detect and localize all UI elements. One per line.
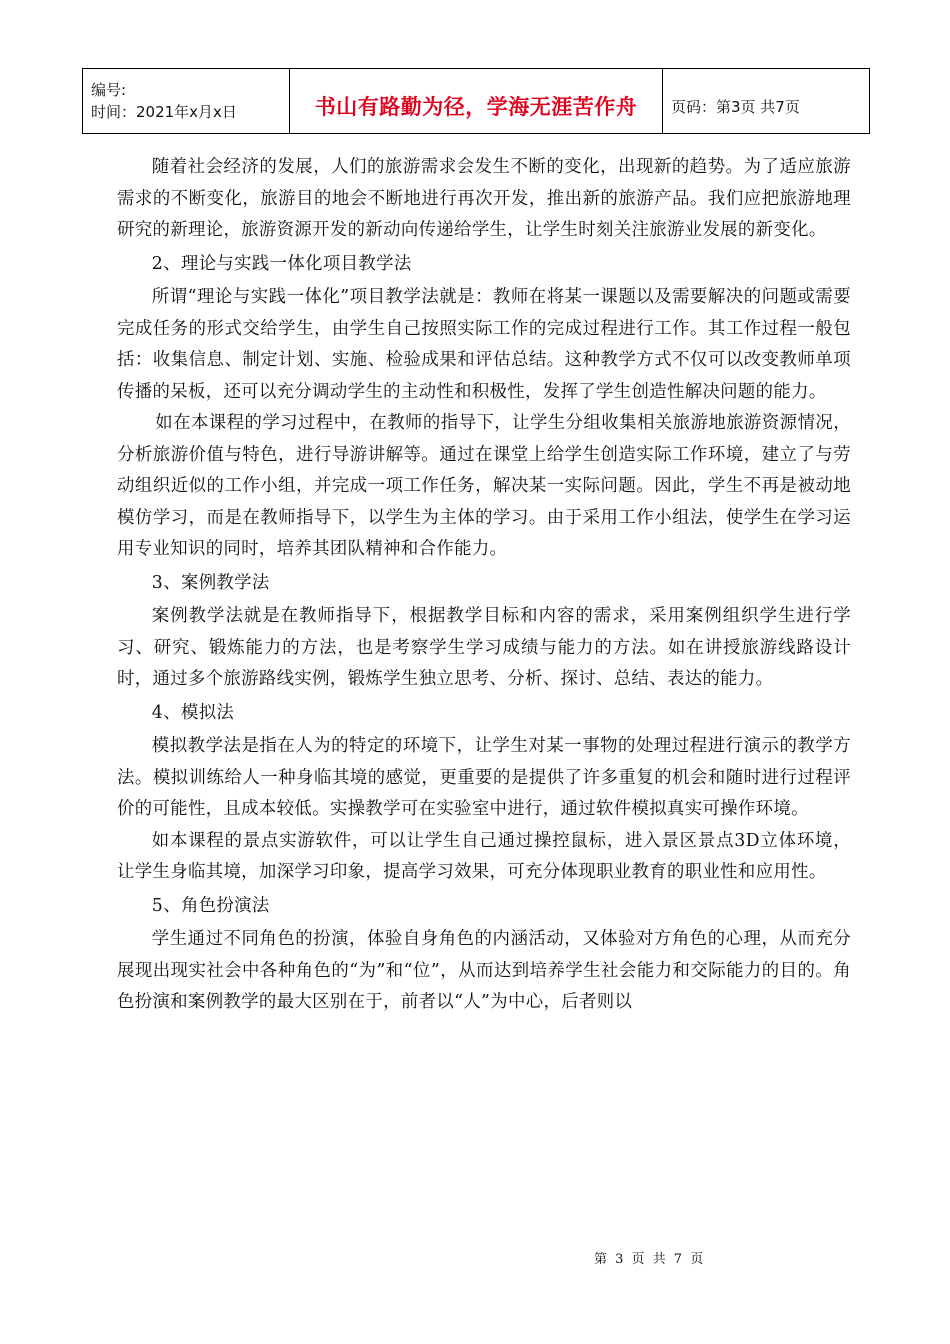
paragraph-case-teaching: 案例教学法就是在教师指导下，根据教学目标和内容的需求，采用案例组织学生进行学习、研究、锻炼能力的方法，也是考察学生学习成绩与能力的方法。如在讲授旅游线路设计时，通过多个旅游路线实例，锻炼学生独立思考、分析、探讨、总结、表达的能力。	[117, 606, 851, 689]
paragraph-simulation-example: 如本课程的景点实游软件，可以让学生自己通过操控鼠标，进入景区景点3D立体环境，让学生身临其境，加深学习印象，提高学习效果，可充分体现职业教育的职业性和应用性。	[117, 830, 851, 882]
header-page-code: 页码：第3页 共7页	[663, 69, 870, 134]
paragraph-tourism-trends: 随着社会经济的发展，人们的旅游需求会发生不断的变化，出现新的趋势。为了适应旅游需求的不断变化，旅游目的地会不断地进行再次开发，推出新的旅游产品。我们应把旅游地理研究的新理论，旅游资源开发的新动向传递给学生，让学生时刻关注旅游业发展的新变化。	[117, 157, 851, 240]
paragraph-project-teaching-example: 如在本课程的学习过程中，在教师的指导下，让学生分组收集相关旅游地旅游资源情况，分析旅游价值与特色，进行导游讲解等。通过在课堂上给学生创造实际工作环境，建立了与劳动组织近似的工作小组，并完成一项工作任务，解决某一实际问题。因此，学生不再是被动地模仿学习，而是在教师指导下，以学生为主体的学习。由于采用工作小组法，使学生在学习运用专业知识的同时，培养其团队精神和合作能力。	[117, 413, 851, 559]
paragraph-project-teaching-definition: 所谓“理论与实践一体化”项目教学法就是：教师在将某一课题以及需要解决的问题或需要完成任务的形式交给学生，由学生自己按照实际工作的完成过程进行工作。其工作过程一般包括：收集信息、制定计划、实施、检验成果和评估总结。这种教学方式不仅可以改变教师单项传播的呆板，还可以充分调动学生的主动性和积极性，发挥了学生创造性解决问题的能力。	[117, 287, 851, 402]
document-body	[117, 152, 851, 1019]
document-date: 时间：2021年x月x日	[91, 103, 237, 121]
document-number-label: 编号:	[91, 81, 127, 99]
section-heading-simulation: 4、模拟法	[151, 702, 235, 723]
section-heading-role-play: 5、角色扮演法	[151, 895, 270, 916]
paragraph-simulation-definition: 模拟教学法是指在人为的特定的环境下，让学生对某一事物的处理过程进行演示的教学方法。模拟训练给人一种身临其境的感觉，更重要的是提供了许多重复的机会和随时进行过程评价的可能性，且成本较低。实操教学可在实验室中进行，通过软件模拟真实可操作环境。	[117, 736, 851, 819]
section-heading-case-teaching: 3、案例教学法	[151, 572, 270, 593]
paragraph-role-play: 学生通过不同角色的扮演，体验自身角色的内涵活动，又体验对方角色的心理，从而充分展现出现实社会中各种角色的“为”和“位”，从而达到培养学生社会能力和交际能力的目的。角色扮演和案例教学的最大区别在于，前者以“人”为中心，后者则以	[117, 929, 851, 1012]
section-heading-project-teaching: 2、理论与实践一体化项目教学法	[151, 253, 412, 274]
document-header	[82, 68, 870, 134]
header-motto: 书山有路勤为径，学海无涯苦作舟	[290, 69, 663, 134]
header-left-cell	[83, 69, 290, 134]
page-footer: 第 3 页 共 7 页	[594, 1252, 706, 1267]
